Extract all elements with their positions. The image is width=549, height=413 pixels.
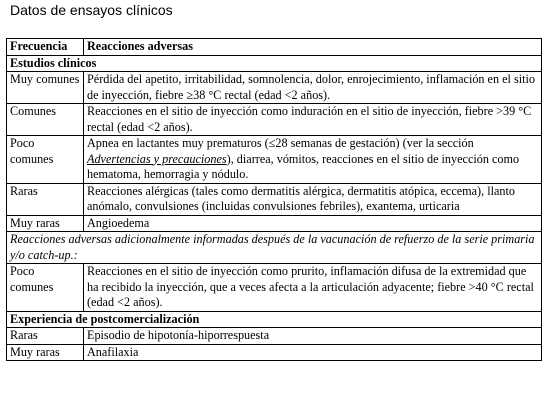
frequency-cell: Poco comunes <box>7 136 84 184</box>
frequency-cell: Comunes <box>7 104 84 136</box>
table-row <box>7 215 542 232</box>
table-row <box>7 104 542 136</box>
reaction-text-part: ), diarrea, vómitos, reacciones en el sitio de inyección como hematoma, hemorragia y nódulo. <box>87 151 520 181</box>
table-row <box>7 328 542 345</box>
table-header-row <box>7 39 542 56</box>
booster-note-row <box>7 232 542 264</box>
booster-note: Reacciones adversas adicionalmente informadas después de la vacunación de refuerzo de la serie primaria y/o catch-up.: <box>7 232 542 264</box>
frequency-cell: Poco comunes <box>7 264 84 312</box>
frequency-cell: Raras <box>7 328 84 345</box>
header-adverse-reactions: Reacciones adversas <box>84 39 542 56</box>
table-row <box>7 264 542 312</box>
adverse-reactions-table <box>6 38 542 361</box>
table-row <box>7 344 542 361</box>
section-postmarketing <box>7 311 542 328</box>
reaction-cell: Reacciones alérgicas (tales como dermatitis alérgica, dermatitis atópica, eccema), llanto anómalo, convulsiones (incluidas convulsiones febriles), exantema, urticaria <box>84 183 542 215</box>
header-frequency: Frecuencia <box>7 39 84 56</box>
page-title: Datos de ensayos clínicos <box>10 2 173 18</box>
reaction-cell: Pérdida del apetito, irritabilidad, somnolencia, dolor, enrojecimiento, inflamación en el sitio de inyección, fiebre ≥38 °C rectal (edad <2 años). <box>84 72 542 104</box>
reaction-cell: Reacciones en el sitio de inyección como induración en el sitio de inyección, fiebre >39 °C rectal (edad <2 años). <box>84 104 542 136</box>
frequency-cell: Muy raras <box>7 215 84 232</box>
reaction-cell: Anafilaxia <box>84 344 542 361</box>
reaction-text-section-ref: Advertencias y precauciones <box>87 151 227 166</box>
reaction-cell <box>84 136 542 184</box>
reaction-cell: Angioedema <box>84 215 542 232</box>
reaction-text-part: Apnea en lactantes muy prematuros (≤28 semanas de gestación) (ver la sección <box>87 136 474 150</box>
table-row <box>7 136 542 184</box>
frequency-cell: Muy comunes <box>7 72 84 104</box>
section-clinical-studies <box>7 55 542 72</box>
frequency-cell: Muy raras <box>7 344 84 361</box>
section-postmarketing-label: Experiencia de postcomercialización <box>7 311 542 328</box>
frequency-cell: Raras <box>7 183 84 215</box>
reaction-cell: Reacciones en el sitio de inyección como prurito, inflamación difusa de la extremidad que ha recibido la inyección, que a veces afecta a la articulación adyacente; fiebre >40 °C rectal (edad <2 años). <box>84 264 542 312</box>
table-row <box>7 72 542 104</box>
section-clinical-label: Estudios clínicos <box>7 55 542 72</box>
reaction-cell: Episodio de hipotonía-hiporrespuesta <box>84 328 542 345</box>
table-row <box>7 183 542 215</box>
